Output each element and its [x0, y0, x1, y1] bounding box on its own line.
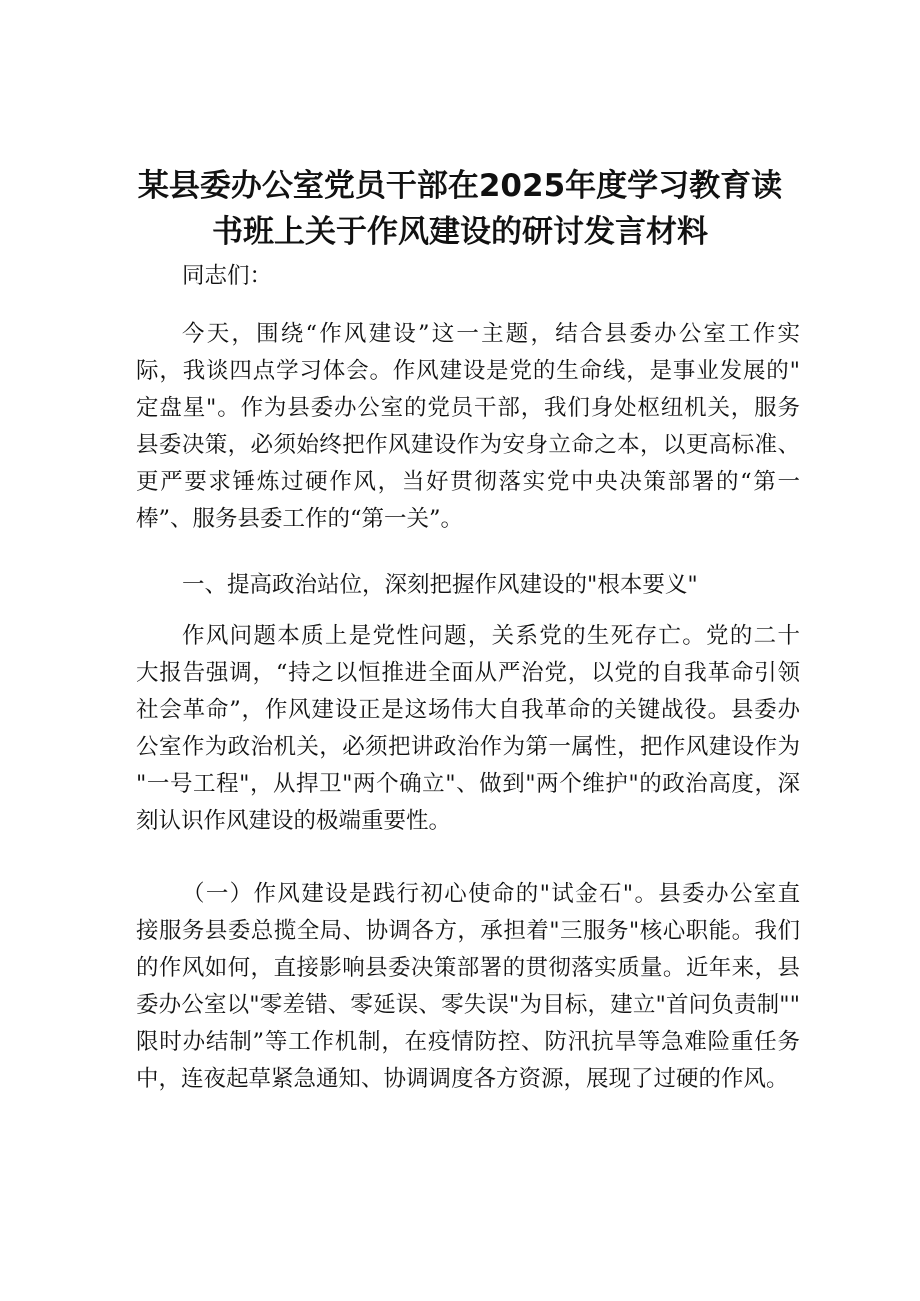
paragraph-line: 中，连夜起草紧急通知、协调调度各方资源，展现了过硬的作风。 — [136, 1066, 789, 1092]
paragraph-line: 更严要求锤炼过硬作风，当好贯彻落实党中央决策部署的“第一 — [136, 469, 800, 495]
paragraph-line: 接服务县委总揽全局、协调各方，承担着"三服务"核心职能。我们 — [136, 918, 800, 944]
paragraph-line: 今天，围绕“作风建设”这一主题，结合县委办公室工作实 — [182, 321, 800, 347]
paragraph-line: "一号工程"，从捍卫"两个确立"、做到"两个维护"的政治高度，深 — [136, 771, 800, 797]
salutation-block — [136, 258, 800, 295]
title-line-2: 书班上关于作风建设的研讨发言材料 — [212, 214, 708, 250]
salutation: 同志们： — [182, 263, 273, 289]
paragraph-line: 定盘星"。作为县委办公室的党员干部，我们身处枢纽机关，服务 — [136, 395, 800, 421]
title-line-1: 某县委办公室党员干部在2025年度学习教育读 — [137, 168, 783, 204]
paragraph-line: 棒”、服务县委工作的“第一关”。 — [136, 506, 464, 532]
paragraph-line: （一）作风建设是践行初心使命的"试金石"。县委办公室直 — [182, 881, 800, 907]
paragraph-subsection-1 — [136, 876, 800, 1098]
paragraph-line: 县委决策，必须始终把作风建设作为安身立命之本，以更高标准、 — [136, 432, 800, 458]
paragraph-line: 际，我谈四点学习体会。作风建设是党的生命线，是事业发展的" — [136, 358, 800, 384]
paragraph-line: 的作风如何，直接影响县委决策部署的贯彻落实质量。近年来，县 — [136, 955, 800, 981]
paragraph-section-1 — [136, 618, 800, 840]
paragraph-line: 刻认识作风建设的极端重要性。 — [136, 808, 452, 834]
paragraph-line: 公室作为政治机关，必须把讲政治作为第一属性，把作风建设作为 — [136, 734, 800, 760]
paragraph-intro — [136, 316, 800, 538]
section-heading-text: 一、提高政治站位，深刻把握作风建设的"根本要义" — [182, 572, 698, 598]
section-heading-1 — [136, 567, 800, 604]
document-title — [120, 163, 800, 255]
paragraph-line: 委办公室以"零差错、零延误、零失误"为目标，建立"首问负责制"" — [136, 992, 800, 1018]
paragraph-line: 作风问题本质上是党性问题，关系党的生死存亡。党的二十 — [182, 623, 800, 649]
paragraph-line: 大报告强调，“持之以恒推进全面从严治党，以党的自我革命引领 — [136, 660, 800, 686]
paragraph-line: 限时办结制”等工作机制，在疫情防控、防汛抗旱等急难险重任务 — [136, 1029, 800, 1055]
paragraph-line: 社会革命”，作风建设正是这场伟大自我革命的关键战役。县委办 — [136, 697, 800, 723]
